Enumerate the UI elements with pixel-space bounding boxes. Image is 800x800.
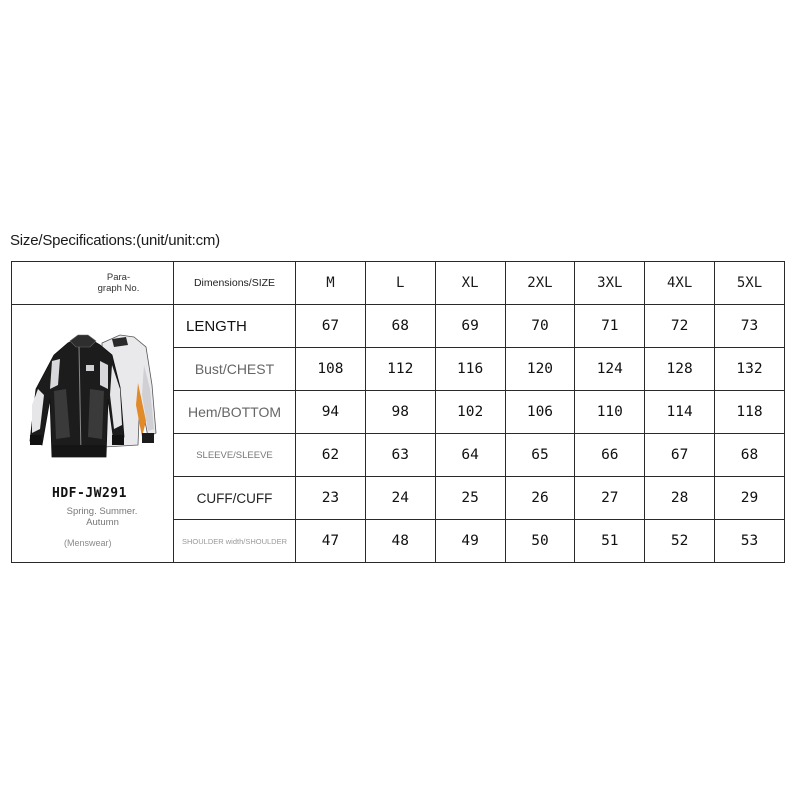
row-label-shoulder: SHOULDER width/SHOULDER: [174, 520, 296, 563]
cell-length-l: 68: [365, 305, 435, 348]
cell-cuff-m: 23: [296, 477, 366, 520]
table-row-length: [12, 305, 785, 348]
cell-cuff-4xl: 28: [645, 477, 715, 520]
cell-shoulder-4xl: 52: [645, 520, 715, 563]
size-header-l: L: [365, 262, 435, 305]
cell-sleeve-2xl: 65: [505, 434, 575, 477]
cell-hem-3xl: 110: [575, 391, 645, 434]
cell-length-3xl: 71: [575, 305, 645, 348]
cell-hem-xl: 102: [435, 391, 505, 434]
row-label-cuff: CUFF/CUFF: [174, 477, 296, 520]
season-text: [52, 506, 152, 528]
cell-shoulder-xl: 49: [435, 520, 505, 563]
row-label-length: LENGTH: [174, 305, 296, 348]
cell-sleeve-l: 63: [365, 434, 435, 477]
cell-hem-4xl: 114: [645, 391, 715, 434]
cell-length-xl: 69: [435, 305, 505, 348]
row-label-chest: Bust/CHEST: [174, 348, 296, 391]
cell-sleeve-5xl: 68: [715, 434, 785, 477]
cell-cuff-5xl: 29: [715, 477, 785, 520]
cell-chest-m: 108: [296, 348, 366, 391]
cell-hem-m: 94: [296, 391, 366, 434]
paragraph-label-line2: graph No.: [97, 283, 140, 294]
cell-chest-4xl: 128: [645, 348, 715, 391]
cell-shoulder-2xl: 50: [505, 520, 575, 563]
table-header-row: [12, 262, 785, 305]
cell-hem-5xl: 118: [715, 391, 785, 434]
product-cell: [12, 305, 174, 563]
cell-cuff-3xl: 27: [575, 477, 645, 520]
paragraph-header: [12, 262, 174, 305]
cell-chest-xl: 116: [435, 348, 505, 391]
cell-shoulder-3xl: 51: [575, 520, 645, 563]
size-header-m: M: [296, 262, 366, 305]
dimensions-header: Dimensions/SIZE: [174, 262, 296, 305]
size-header-2xl: 2XL: [505, 262, 575, 305]
cell-length-m: 67: [296, 305, 366, 348]
cell-sleeve-3xl: 66: [575, 434, 645, 477]
model-number: HDF-JW291: [52, 486, 127, 501]
size-header-xl: XL: [435, 262, 505, 305]
gender-label: (Menswear): [64, 538, 112, 548]
cell-shoulder-m: 47: [296, 520, 366, 563]
season-line2: Autumn: [86, 517, 119, 528]
cell-shoulder-5xl: 53: [715, 520, 785, 563]
cell-shoulder-l: 48: [365, 520, 435, 563]
cell-cuff-xl: 25: [435, 477, 505, 520]
motorcycle-jacket-image: [24, 325, 162, 475]
size-spec-table: [11, 261, 785, 563]
season-line1: Spring. Summer.: [66, 506, 138, 517]
size-header-4xl: 4XL: [645, 262, 715, 305]
paragraph-label-line1: Para-: [106, 272, 131, 283]
cell-length-2xl: 70: [505, 305, 575, 348]
cell-cuff-2xl: 26: [505, 477, 575, 520]
cell-sleeve-m: 62: [296, 434, 366, 477]
cell-chest-2xl: 120: [505, 348, 575, 391]
cell-hem-l: 98: [365, 391, 435, 434]
size-header-5xl: 5XL: [715, 262, 785, 305]
cell-hem-2xl: 106: [505, 391, 575, 434]
row-label-sleeve: SLEEVE/SLEEVE: [174, 434, 296, 477]
cell-chest-5xl: 132: [715, 348, 785, 391]
cell-length-4xl: 72: [645, 305, 715, 348]
cell-length-5xl: 73: [715, 305, 785, 348]
cell-chest-3xl: 124: [575, 348, 645, 391]
cell-cuff-l: 24: [365, 477, 435, 520]
size-header-3xl: 3XL: [575, 262, 645, 305]
cell-sleeve-4xl: 67: [645, 434, 715, 477]
cell-chest-l: 112: [365, 348, 435, 391]
row-label-hem: Hem/BOTTOM: [174, 391, 296, 434]
cell-sleeve-xl: 64: [435, 434, 505, 477]
size-spec-caption: Size/Specifications:(unit/unit:cm): [10, 232, 220, 249]
